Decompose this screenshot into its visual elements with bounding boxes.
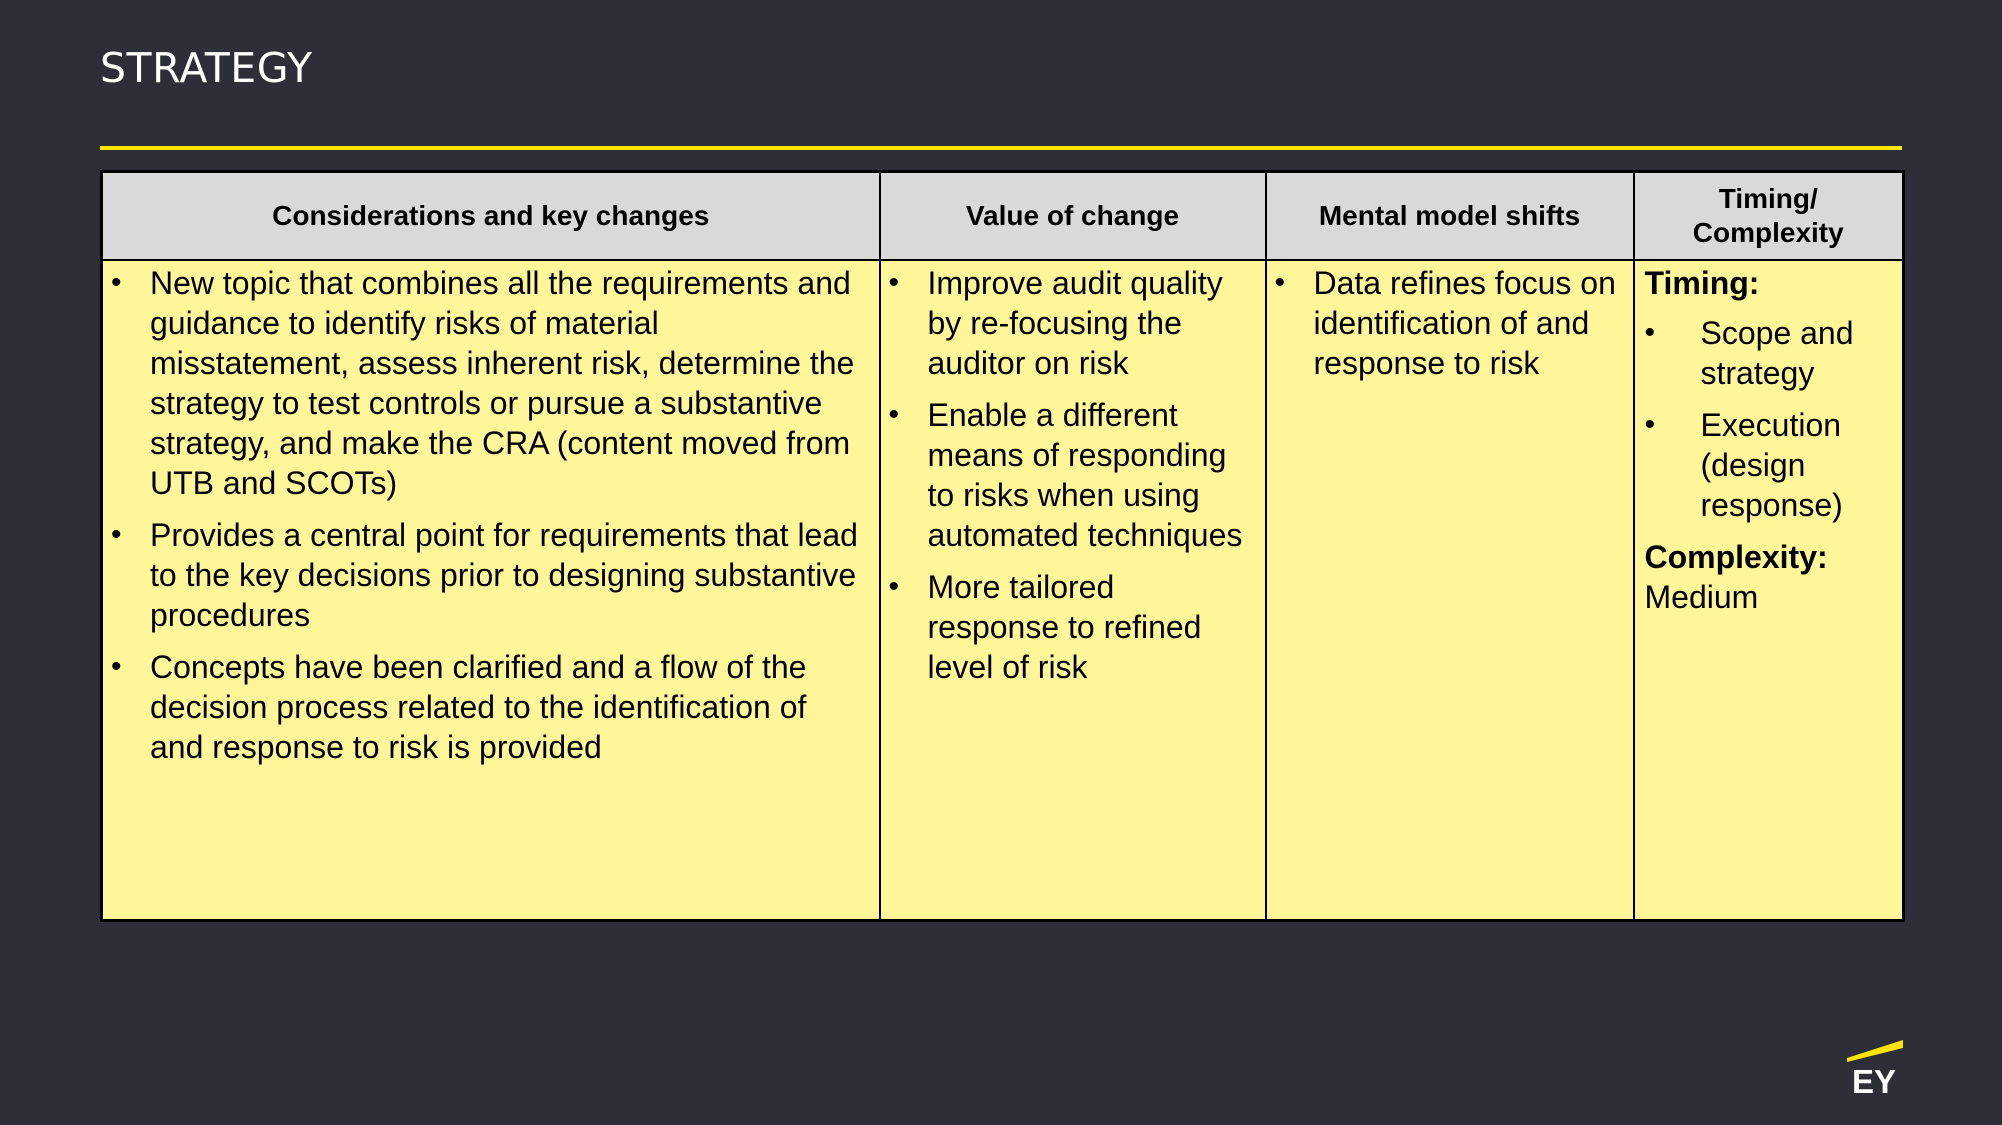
header-considerations: Considerations and key changes	[102, 172, 880, 261]
bullet-icon: •	[1644, 408, 1656, 441]
list-item: • Data refines focus on identification of and response to risk	[1274, 265, 1616, 381]
list-item: • Concepts have been clarified and a flow of the decision process related to the identification of and response to risk is provided	[111, 649, 807, 765]
logo-text: EY	[1851, 1063, 1897, 1096]
header-mental-model-shifts: Mental model shifts	[1266, 172, 1634, 261]
bullet-icon: •	[888, 570, 900, 603]
bullet-icon: •	[1274, 266, 1286, 299]
bullet-icon: •	[1644, 316, 1656, 349]
list-item: • Provides a central point for requirements that lead to the key decisions prior to designing substantive procedures	[111, 517, 858, 633]
bullet-icon: •	[111, 518, 122, 551]
bullet-icon: •	[111, 650, 122, 683]
value-of-change-cell	[880, 260, 1266, 921]
list-item: • Improve audit quality by re-focusing the auditor on risk	[888, 265, 1223, 381]
ey-logo	[1847, 1040, 1903, 1096]
timing-complexity-cell	[1634, 260, 1904, 921]
timing-label: Timing:	[1644, 265, 1760, 301]
list-item: • Enable a different means of responding to risks when using automated techniques	[888, 397, 1243, 553]
table-header-row	[102, 172, 1904, 261]
bullet-icon: •	[888, 398, 900, 431]
strategy-table	[100, 170, 1905, 922]
header-value-of-change: Value of change	[880, 172, 1266, 261]
bullet-icon: •	[888, 266, 900, 299]
title-divider	[100, 146, 1902, 150]
mental-model-list	[1267, 263, 1633, 383]
list-item: • Scope and strategy	[1644, 315, 1854, 391]
complexity-value: Medium	[1644, 579, 1759, 615]
bullet-icon: •	[111, 266, 122, 299]
table-row	[102, 260, 1904, 921]
header-timing-complexity: Timing/ Complexity	[1634, 172, 1904, 261]
considerations-list	[103, 263, 879, 767]
value-list	[881, 263, 1265, 687]
slide-title: STRATEGY	[100, 44, 313, 92]
timing-list	[1645, 313, 1893, 525]
mental-model-cell	[1266, 260, 1634, 921]
considerations-cell	[102, 260, 880, 921]
list-item: • More tailored response to refined level of risk	[888, 569, 1202, 685]
list-item: • Execution (design response)	[1644, 407, 1843, 523]
list-item: • New topic that combines all the requirements and guidance to identify risks of material misstatement, assess inherent risk, determine the strategy to test controls or pursue a substantive strategy, and make the CRA (content moved from UTB and SCOTs)	[111, 265, 855, 501]
complexity-label: Complexity:	[1644, 539, 1828, 575]
